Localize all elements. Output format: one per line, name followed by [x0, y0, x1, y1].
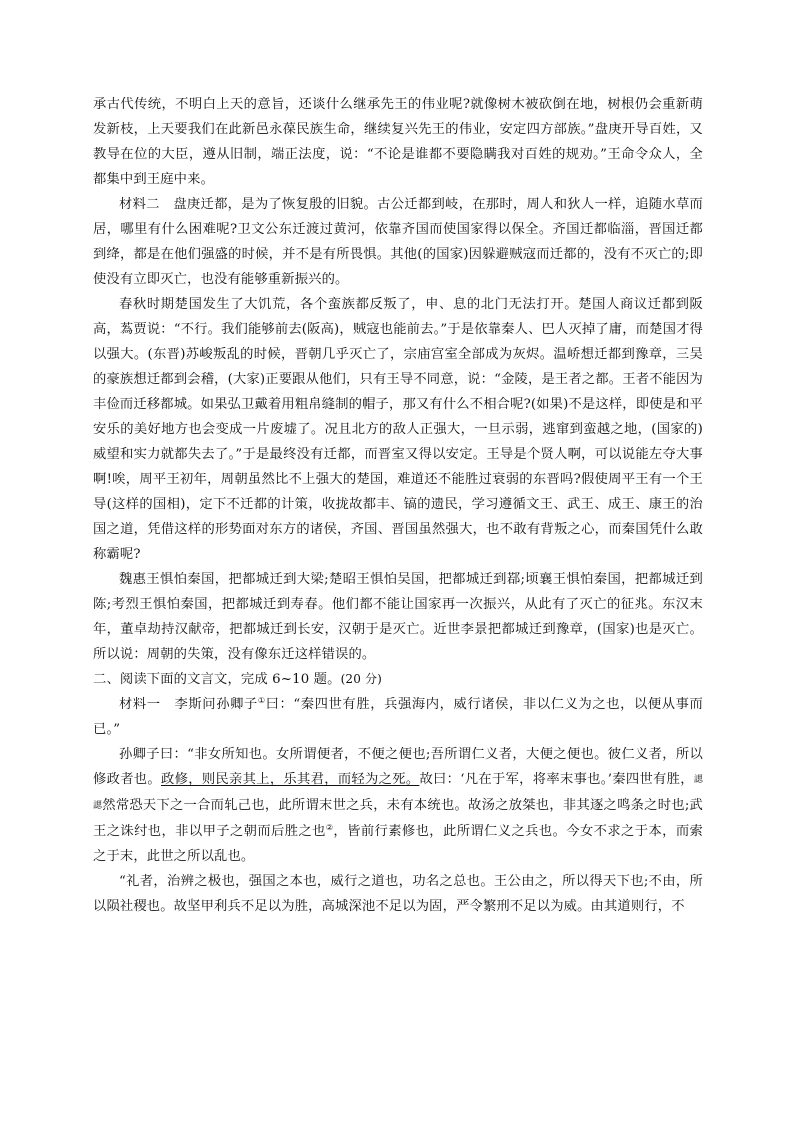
section-heading [93, 667, 703, 692]
paragraph-continuation: 承古代传统，不明白上天的意旨，还谈什么继承先王的伟业呢?就像树木被砍倒在地，树根仍会重新萌发新枝，上天要我们在此新邑永葆民族生命，继续复兴先王的伟业，安定四方部族。”盘庚开导百姓，又教导在位的大臣，遵从旧制，端正法度，说：“不论是谁都不要隐瞒我对百姓的规劝。”王命令众人，全都集中到王庭中来。 [93, 97, 703, 187]
section-heading-text: 二、阅读下面的文言文，完成 6~10 题。 [93, 672, 341, 687]
footnote-marker-2: ② [325, 823, 334, 832]
paragraph-li-discussion: “礼者，治辨之极也，强国之本也，威行之道也，功名之总也。王公由之，所以得天下也;不由，所以陨社稷也。故坚甲利兵不足以为胜，高城深池不足以为固，严令繁刑不足以为威。由其道则行，不 [93, 874, 703, 914]
reply-text-b: 故曰：‘凡在于军，将率末事也。’秦四世有胜， [419, 772, 694, 787]
paragraph-material-one [93, 692, 703, 742]
paragraph-sun-qing-reply [93, 742, 703, 869]
document-page [93, 92, 703, 919]
reply-text-c: 然常恐天下之一合而轧己也，此所谓末世之兵，未有本统也。故汤之放桀也，非其逐之鸣条之时也;武王之诛纣也，非以甲子之朝而后胜之也 [93, 798, 704, 839]
reply-text-d: ，皆前行素修也，此所谓仁义之兵也。今女不求之于本，而索之于末，此世之所以乱也。 [93, 824, 703, 864]
material-one-text-b: 曰：“秦四世有胜，兵强海内，威行诸侯，非以仁义为之也，以便从事而已。” [93, 697, 703, 737]
paragraph-kings-relocation: 魏惠王惧怕秦国，把都城迁到大梁;楚昭王惧怕吴国，把都城迁到鄀;顷襄王惧怕秦国，把都城迁到陈;考烈王惧怕秦国，把都城迁到寿春。他们都不能让国家再一次振兴，从此有了灭亡的征兆。东汉末年，董卓劫持汉献帝，把都城迁到长安，汉朝于是灭亡。近世李景把都城迁到豫章，(国家)也是灭亡。所以说：周朝的失策，没有像东迁这样错误的。 [93, 572, 703, 662]
reply-text-a: 孙卿子曰：“非女所知也。女所谓便者，不便之便也;吾所谓仁义者，大便之便也。彼仁义者，所以修政者也。 [93, 747, 703, 787]
underlined-sentence: 政修，则民亲其上，乐其君，而轻为之死。 [161, 772, 420, 787]
paragraph-chu-relocation: 春秋时期楚国发生了大饥荒，各个蛮族都反叛了，申、息的北门无法打开。楚国人商议迁都到阪高，蒍贾说：“不行。我们能够前去(阪高)，贼寇也能前去。”于是依靠秦人、巴人灭掉了庸，而楚国才得以强大。(东晋)苏峻叛乱的时候，晋朝几乎灭亡了，宗庙宫室全部成为灰烬。温峤想迁都到豫章，三吴的豪族想迁都到会稽，(大家)正要跟从他们，只有王导不同意，说：“金陵，是王者之都。王者不能因为丰俭而迁移都城。如果弘卫戴着用粗帛缝制的帽子，那又有什么不相合呢?(如果)不是这样，即使是和平安乐的美好地方也会变成一片废墟了。况且北方的敌人正强大，一旦示弱，逃窜到蛮越之地，(国家的)威望和实力就都失去了。”于是最终没有迁都，而晋室又得以安定。王导是个贤人啊，可以说能左夺大事啊!唉，周平王初年，周朝虽然比不上强大的楚国，难道还不能胜过衰弱的东晋吗?假使周平王有一个王导(这样的国相)，定下不迁都的计策，收拢故都丰、镐的遗民，学习遵循文王、武王、成王、康王的治国之道，凭借这样的形势面对东方的诸侯，齐国、晋国虽然强大，也不敢有背叛之心，而秦国凭什么敢称霸呢? [93, 297, 703, 562]
footnote-marker-1: ① [257, 696, 266, 705]
material-one-text-a: 材料一 李斯问孙卿子 [119, 697, 258, 712]
small-characters: 諰諰 [93, 775, 704, 811]
section-score: (20 分) [340, 672, 382, 686]
paragraph-material-two: 材料二 盘庚迁都，是为了恢复殷的旧貌。古公迁都到岐，在那时，周人和狄人一样，追随水草而居，哪里有什么困难呢?卫文公东迁渡过黄河，依靠齐国而使国家得以保全。齐国迁都临淄，晋国迁都到绛，都是在他们强盛的时候，并不是有所畏惧。其他(的国家)因躲避贼寇而迁都的，没有不灭亡的;即使没有立即灭亡，也没有能够重新振兴的。 [93, 197, 703, 287]
